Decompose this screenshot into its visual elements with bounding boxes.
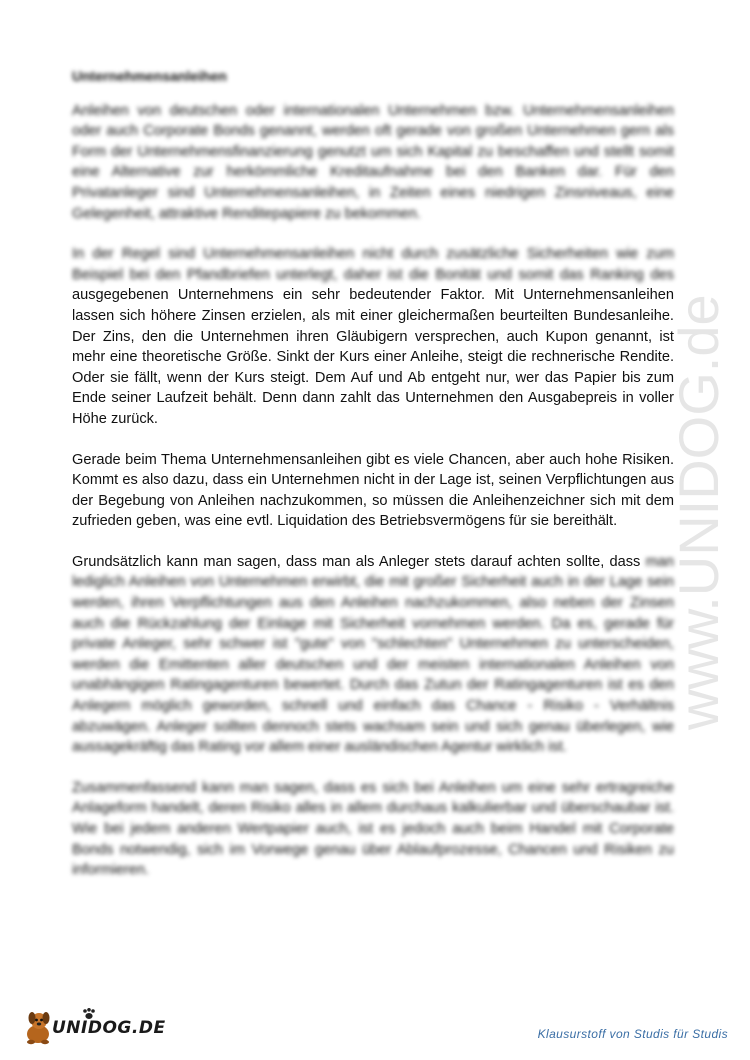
paragraph-4-blurred-text: man lediglich Anleihen von Unternehmen erwirbt, die mit großer Sicherheit auch in der Lage sein werden, ihren Verpflichtungen aus den Anleihen nachzukommen, also neben der Zinsen auch die Rückzahlung der Einlage mit Sicherheit vornehmen werden. Da es, gerade für private Anleger, sehr schwer ist "gute" von "schlechten" Unternehmen zu unterscheiden, werden die Emittenten aller deutschen und der meisten internationalen Anleihen von unabhängigen Ratingagenturen bewertet. Durch das Zutun der Ratingagenturen ist es den Anlegern möglich geworden, schnell und einfach das Chance - Risiko - Verhältnis abzuwägen. Anleger sollten dennoch stets wachsam sein und sich genau überlegen, wie aussagekräftig das Rating vor allem einer ausländischen Agentur wirklich ist. [72,553,674,756]
paragraph-5-text: Zusammenfassend kann man sagen, dass es sich bei Anleihen um eine sehr ertragreiche Anlageform handelt, deren Risiko alles in allem durchaus kalkulierbar und überschaubar ist. Wie bei jedem anderen Wertpapier auch, ist es jedoch auch beim Handel mit Corporate Bonds notwendig, sich im Vorwege genau über Ablaufprozesse, Chancen und Risiken zu informieren. [72,779,674,879]
watermark-graphic [600,270,740,730]
paragraph-3 [72,450,674,532]
footer-tagline: Klausurstoff von Studis für Studis [537,1027,728,1041]
document-body [72,66,674,901]
paragraph-5 [72,778,674,881]
paragraph-4 [72,552,674,758]
paragraph-2-blurred-text: In der Regel sind Unternehmensanleihen nicht durch zusätzliche Sicherheiten wie zum Beispiel bei den Pfandbriefen unterlegt, daher ist die Bonität und somit das Ranking des [72,246,674,283]
dog-mascot-icon [22,1008,56,1046]
watermark-text: www.UNIDOG.de [667,294,730,730]
watermark [600,270,750,730]
paragraph-1 [72,101,674,225]
paragraph-4-text: Grundsätzlich kann man sagen, dass man als Anleger stets darauf achten sollte, dass [72,553,641,570]
unidog-logo [22,1008,166,1048]
paragraph-2 [72,244,674,429]
paragraph-3-text: Gerade beim Thema Unternehmensanleihen gibt es viele Chancen, aber auch hohe Risiken. Kommt es also dazu, dass ein Unternehmen nicht in der Lage ist, seinen Verpflichtungen aus der Begebung von Anleihen nachzukommen, so müssen die Anleihenzeichner sich mit dem zufrieden geben, was eine evtl. Liquidation des Betriebsvermögens für sie bereithält. [72,451,674,530]
paragraph-1-text: Anleihen von deutschen oder internationalen Unternehmen bzw. Unternehmensanleihen oder auch Corporate Bonds genannt, werden oft gerade von großen Unternehmen gern als Form der Unternehmensfinanzierung genutzt um sich Kapital zu beschaffen und stellt somit eine Alternative zur herkömmliche Kreditaufnahme bei den Banken dar. Für den Privatanleger sind Unternehmensanleihen, in Zeiten eines niedrigen Zinsniveaus, eine Gelegenheit, attraktive Renditepapiere zu bekommen. [72,102,674,222]
logo-text: UNIDOG.DE [52,1018,166,1038]
paragraph-2-text: ausgegebenen Unternehmens ein sehr bedeutender Faktor. Mit Unternehmensanleihen lassen sich höhere Zinsen erzielen, als mit einer gleichermaßen beurteilten Bundesanleihe. Der Zins, den die Unternehmen ihren Gläubigern versprechen, auch Kupon genannt, ist mehr eine theoretische Größe. Sinkt der Kurs einer Anleihe, steigt die rechnerische Rendite. Oder sie fällt, wenn der Kurs steigt. Dem Auf und Ab entgeht nur, wer das Papier bis zum Ende seiner Laufzeit behält. Denn dann zahlt das Unternehmen den Ausgabepreis in voller Höhe zurück. [72,287,674,427]
document-heading: Unternehmensanleihen [72,68,227,84]
